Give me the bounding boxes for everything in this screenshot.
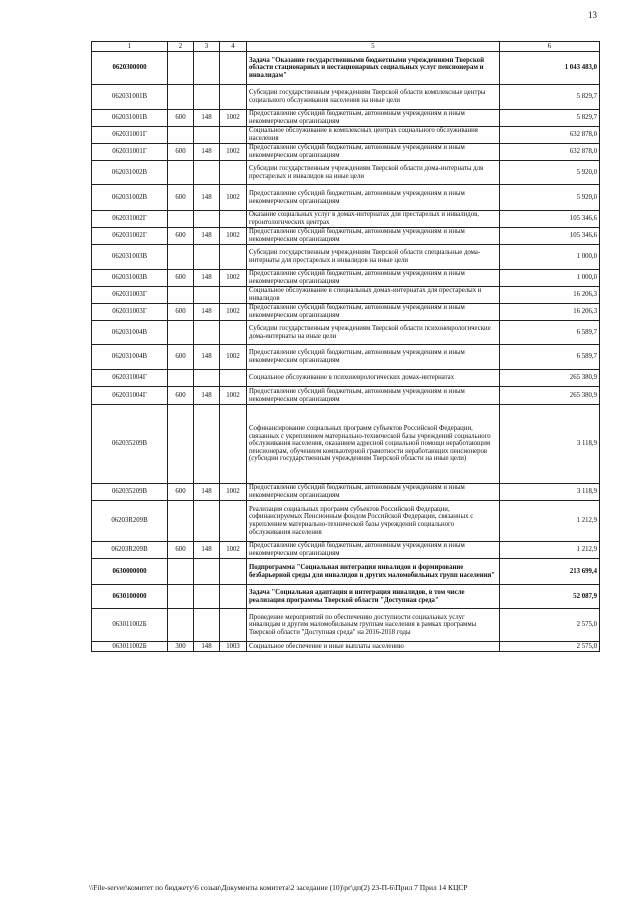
row-amount-cell: 2 575,0	[500, 642, 600, 652]
row-description-cell: Предоставление субсидий бюджетным, автономным учреждениям и иным некоммерческим организациям	[247, 185, 500, 211]
row-type-cell	[168, 585, 194, 609]
table-row	[92, 52, 600, 85]
row-type-cell: 600	[168, 270, 194, 287]
row-description-cell: Субсидии государственным учреждениям Тверской области дома-интернаты для престарелых и инвалидов на иные цели	[247, 161, 500, 185]
row-section-cell	[220, 370, 247, 387]
row-section-cell: 1002	[220, 542, 247, 559]
row-code-cell: 062031003Г	[92, 304, 168, 321]
column-header-row	[92, 42, 600, 52]
table-row	[92, 345, 600, 370]
row-amount-cell: 5 920,0	[500, 161, 600, 185]
row-admin-cell	[194, 161, 220, 185]
row-amount-cell: 1 212,9	[500, 542, 600, 559]
row-admin-cell	[194, 609, 220, 642]
row-description-cell: Предоставление субсидий бюджетным, автономным учреждениям и иным некоммерческим организациям	[247, 387, 500, 405]
row-code-cell: 062031001Г	[92, 144, 168, 161]
row-type-cell	[168, 245, 194, 270]
row-admin-cell	[194, 585, 220, 609]
file-path-footer: \\File-server\комитет по бюджету\6 созыв\Документы комитета\2 заседание (10)\рг\дп(2) 23-П-6\Прил 7 Прил 14 КЦСР	[89, 883, 468, 892]
row-code-cell: 062031001В	[92, 110, 168, 127]
row-code-cell: 06203R209В	[92, 501, 168, 542]
row-amount-cell: 5 829,7	[500, 85, 600, 110]
row-amount-cell: 105 346,6	[500, 211, 600, 228]
row-description-cell: Подпрограмма "Социальная интеграция инвалидов и формирование безбарьерной среды для инвалидов и других маломобильных групп населения"	[247, 559, 500, 585]
row-code-cell: 062031001В	[92, 85, 168, 110]
row-admin-cell	[194, 85, 220, 110]
column-header: 1	[92, 42, 168, 52]
table-row	[92, 270, 600, 287]
row-amount-cell: 16 206,3	[500, 304, 600, 321]
row-description-cell: Предоставление субсидий бюджетным, автономным учреждениям и иным некоммерческим организациям	[247, 304, 500, 321]
row-admin-cell: 148	[194, 542, 220, 559]
row-type-cell	[168, 287, 194, 304]
table-row	[92, 484, 600, 501]
table-row	[92, 370, 600, 387]
row-admin-cell	[194, 501, 220, 542]
row-section-cell: 1002	[220, 270, 247, 287]
row-section-cell: 1003	[220, 642, 247, 652]
row-code-cell: 062031003В	[92, 245, 168, 270]
table-row	[92, 245, 600, 270]
row-amount-cell: 52 087,9	[500, 585, 600, 609]
row-amount-cell: 6 589,7	[500, 345, 600, 370]
row-amount-cell: 265 380,9	[500, 387, 600, 405]
row-amount-cell: 3 118,9	[500, 484, 600, 501]
row-admin-cell	[194, 211, 220, 228]
row-type-cell	[168, 609, 194, 642]
row-amount-cell: 5 829,7	[500, 110, 600, 127]
row-type-cell	[168, 501, 194, 542]
row-code-cell: 062035209В	[92, 405, 168, 484]
row-description-cell: Задача "Оказание государственными бюджетными учреждениями Тверской области стационарных и нестационарных социальных услуг пенсионерам и инвалидам"	[247, 52, 500, 85]
table-row	[92, 387, 600, 405]
row-amount-cell: 105 346,6	[500, 228, 600, 245]
row-type-cell: 600	[168, 144, 194, 161]
table-row	[92, 287, 600, 304]
row-section-cell	[220, 321, 247, 345]
column-header: 3	[194, 42, 220, 52]
row-section-cell	[220, 287, 247, 304]
row-section-cell	[220, 161, 247, 185]
row-admin-cell: 148	[194, 484, 220, 501]
row-code-cell: 062031002В	[92, 185, 168, 211]
row-type-cell	[168, 161, 194, 185]
row-code-cell: 062031003Г	[92, 287, 168, 304]
row-admin-cell	[194, 405, 220, 484]
row-admin-cell	[194, 559, 220, 585]
table-row	[92, 228, 600, 245]
row-section-cell: 1002	[220, 110, 247, 127]
row-description-cell: Предоставление субсидий бюджетным, автономным учреждениям и иным некоммерческим организациям	[247, 110, 500, 127]
row-code-cell: 0630000000	[92, 559, 168, 585]
column-header: 2	[168, 42, 194, 52]
page-number: 13	[588, 10, 597, 20]
row-type-cell	[168, 52, 194, 85]
row-section-cell: 1002	[220, 144, 247, 161]
row-amount-cell: 632 878,0	[500, 144, 600, 161]
row-type-cell	[168, 559, 194, 585]
row-type-cell: 600	[168, 110, 194, 127]
table-row	[92, 585, 600, 609]
row-code-cell: 062031003В	[92, 270, 168, 287]
row-admin-cell: 148	[194, 228, 220, 245]
row-section-cell	[220, 501, 247, 542]
row-admin-cell: 148	[194, 144, 220, 161]
row-description-cell: Оказание социальных услуг в домах-интернатах для престарелых и инвалидов, геронтологических центрах	[247, 211, 500, 228]
table-row	[92, 642, 600, 652]
row-code-cell: 062031002В	[92, 161, 168, 185]
row-admin-cell	[194, 127, 220, 144]
row-section-cell	[220, 85, 247, 110]
row-amount-cell: 5 920,0	[500, 185, 600, 211]
row-admin-cell: 148	[194, 387, 220, 405]
row-type-cell	[168, 405, 194, 484]
row-admin-cell	[194, 370, 220, 387]
column-header: 6	[500, 42, 600, 52]
row-amount-cell: 16 206,3	[500, 287, 600, 304]
row-code-cell: 062035209В	[92, 484, 168, 501]
row-admin-cell: 148	[194, 110, 220, 127]
row-description-cell: Предоставление субсидий бюджетным, автономным учреждениям и иным некоммерческим организациям	[247, 345, 500, 370]
row-section-cell	[220, 559, 247, 585]
table-row	[92, 542, 600, 559]
row-type-cell	[168, 370, 194, 387]
table-row	[92, 304, 600, 321]
row-admin-cell: 148	[194, 345, 220, 370]
row-section-cell: 1002	[220, 484, 247, 501]
column-header: 5	[247, 42, 500, 52]
row-section-cell	[220, 405, 247, 484]
row-section-cell: 1002	[220, 228, 247, 245]
row-amount-cell: 1 000,0	[500, 245, 600, 270]
row-description-cell: Реализация социальных программ субъектов Российской Федерации, софинансируемых Пенсионным фондом Российской Федерации, связанных с укреплением материально-технической базы учреждений социального обслуживания населения	[247, 501, 500, 542]
row-amount-cell: 1 043 483,0	[500, 52, 600, 85]
row-admin-cell	[194, 245, 220, 270]
row-section-cell: 1002	[220, 387, 247, 405]
row-type-cell: 600	[168, 387, 194, 405]
row-admin-cell	[194, 52, 220, 85]
row-amount-cell: 6 589,7	[500, 321, 600, 345]
row-code-cell: 062031004Г	[92, 387, 168, 405]
table-row	[92, 127, 600, 144]
row-admin-cell: 148	[194, 642, 220, 652]
row-section-cell	[220, 245, 247, 270]
table-row	[92, 609, 600, 642]
row-type-cell	[168, 85, 194, 110]
row-code-cell: 062031004Г	[92, 370, 168, 387]
table-row	[92, 321, 600, 345]
row-amount-cell: 632 878,0	[500, 127, 600, 144]
row-admin-cell: 148	[194, 270, 220, 287]
row-type-cell	[168, 321, 194, 345]
row-code-cell: 062031004В	[92, 345, 168, 370]
row-amount-cell: 3 118,9	[500, 405, 600, 484]
row-type-cell: 600	[168, 345, 194, 370]
row-code-cell: 0630100000	[92, 585, 168, 609]
table-row	[92, 405, 600, 484]
row-section-cell	[220, 211, 247, 228]
row-description-cell: Предоставление субсидий бюджетным, автономным учреждениям и иным некоммерческим организациям	[247, 542, 500, 559]
row-description-cell: Предоставление субсидий бюджетным, автономным учреждениям и иным некоммерческим организациям	[247, 228, 500, 245]
row-code-cell: 062031002Г	[92, 211, 168, 228]
row-admin-cell: 148	[194, 304, 220, 321]
table-row	[92, 161, 600, 185]
row-amount-cell: 1 212,9	[500, 501, 600, 542]
row-code-cell: 062031001Г	[92, 127, 168, 144]
row-admin-cell	[194, 287, 220, 304]
row-description-cell: Предоставление субсидий бюджетным, автономным учреждениям и иным некоммерческим организациям	[247, 270, 500, 287]
table-row	[92, 559, 600, 585]
row-type-cell: 600	[168, 304, 194, 321]
row-type-cell	[168, 127, 194, 144]
row-code-cell: 06203R209В	[92, 542, 168, 559]
row-section-cell	[220, 585, 247, 609]
row-code-cell: 063011002Б	[92, 642, 168, 652]
row-type-cell: 300	[168, 642, 194, 652]
row-amount-cell: 265 380,9	[500, 370, 600, 387]
row-admin-cell	[194, 321, 220, 345]
row-amount-cell: 2 575,0	[500, 609, 600, 642]
row-amount-cell: 1 000,0	[500, 270, 600, 287]
row-section-cell: 1002	[220, 304, 247, 321]
row-code-cell: 062031004В	[92, 321, 168, 345]
table-row	[92, 110, 600, 127]
row-description-cell: Социальное обеспечение и иные выплаты населению	[247, 642, 500, 652]
row-description-cell: Проведение мероприятий по обеспечению доступности социальных услуг инвалидам и другим маломобильным группам населения в рамках программы Тверской области "Доступная среда" на 2016-2018 годы	[247, 609, 500, 642]
table-row	[92, 211, 600, 228]
table-row	[92, 501, 600, 542]
row-description-cell: Субсидии государственным учреждениям Тверской области психоневрологические дома-интернаты на иные цели	[247, 321, 500, 345]
row-description-cell: Задача "Социальная адаптация и интеграция инвалидов, в том числе реализация программы Тверской области "Доступная среда"	[247, 585, 500, 609]
row-description-cell: Социальное обслуживание в комплексных центрах социального обслуживания населения	[247, 127, 500, 144]
row-admin-cell: 148	[194, 185, 220, 211]
row-type-cell: 600	[168, 228, 194, 245]
table-row	[92, 144, 600, 161]
row-type-cell: 600	[168, 185, 194, 211]
row-description-cell: Предоставление субсидий бюджетным, автономным учреждениям и иным некоммерческим организациям	[247, 484, 500, 501]
row-description-cell: Социальное обслуживание в специальных домах-интернатах для престарелых и инвалидов	[247, 287, 500, 304]
table-row	[92, 85, 600, 110]
table-row	[92, 185, 600, 211]
row-section-cell	[220, 609, 247, 642]
row-type-cell: 600	[168, 484, 194, 501]
column-header: 4	[220, 42, 247, 52]
row-code-cell: 063011002Б	[92, 609, 168, 642]
row-type-cell	[168, 211, 194, 228]
row-description-cell: Предоставление субсидий бюджетным, автономным учреждениям и иным некоммерческим организациям	[247, 144, 500, 161]
row-code-cell: 0620300000	[92, 52, 168, 85]
row-description-cell: Субсидии государственным учреждениям Тверской области специальные дома-интернаты для престарелых и инвалидов на иные цели	[247, 245, 500, 270]
row-description-cell: Софинансирование социальных программ субъектов Российской Федерации, связанных с укреплением материально-технической базы учреждений социального обслуживания населения, оказанием адресной социальной помощи неработающим пенсионерам, обучением компьютерной грамотности неработающих пенсионеров (субсидии государственным учреждениям Тверской области на иные цели)	[247, 405, 500, 484]
row-type-cell: 600	[168, 542, 194, 559]
row-description-cell: Субсидии государственным учреждениям Тверской области комплексные центры социального обслуживания населения на иные цели	[247, 85, 500, 110]
row-description-cell: Социальное обслуживание в психоневрологических домах-интернатах	[247, 370, 500, 387]
row-amount-cell: 213 699,4	[500, 559, 600, 585]
row-section-cell	[220, 127, 247, 144]
row-code-cell: 062031002Г	[92, 228, 168, 245]
row-section-cell: 1002	[220, 185, 247, 211]
row-section-cell: 1002	[220, 345, 247, 370]
row-section-cell	[220, 52, 247, 85]
budget-table	[91, 41, 600, 652]
